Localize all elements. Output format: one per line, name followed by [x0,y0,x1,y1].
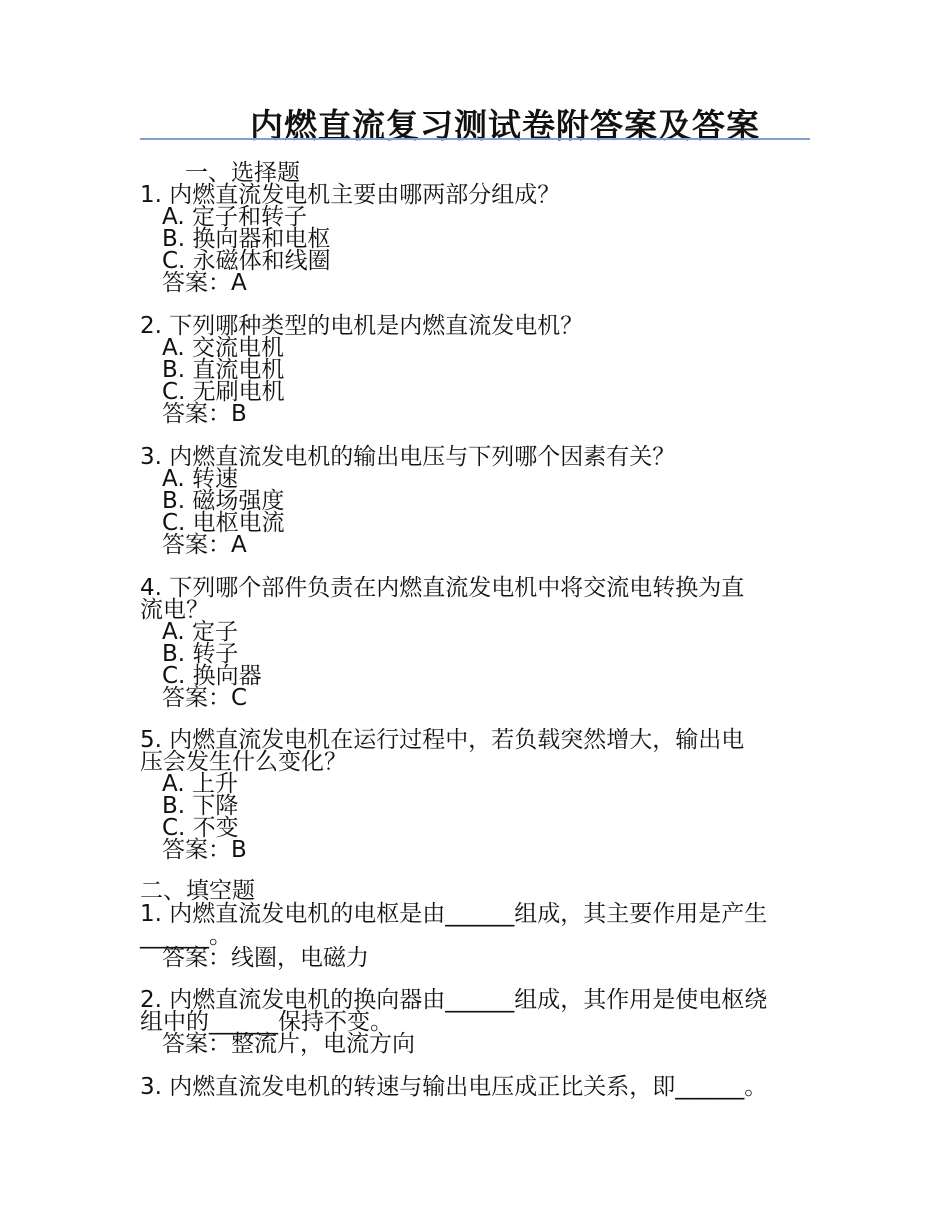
fill-1-answer: 答案：线圈，电磁力 [162,945,369,971]
question-3-option-c: C. 电枢电流 [162,510,285,536]
fill-1-line-2: ______。 [140,923,232,949]
question-1-option-a: A. 定子和转子 [162,204,307,230]
question-2-option-a: A. 交流电机 [162,335,284,361]
question-3-answer: 答案：A [162,532,247,558]
fill-2-answer: 答案：整流片，电流方向 [162,1031,415,1057]
question-4-answer: 答案：C [162,685,248,711]
question-4-option-b: B. 转子 [162,641,239,667]
question-5-answer: 答案：B [162,837,247,863]
fill-2-line-1: 2. 内燃直流发电机的换向器由______组成，其作用是使电枢绕 [140,987,768,1013]
question-2-option-b: B. 直流电机 [162,357,285,383]
question-3-option-b: B. 磁场强度 [162,488,285,514]
fill-1-line-1: 1. 内燃直流发电机的电枢是由______组成，其主要作用是产生 [140,901,768,927]
fill-3-line-1: 3. 内燃直流发电机的转速与输出电压成正比关系，即______。 [140,1074,768,1100]
question-5-stem-line-1: 5. 内燃直流发电机在运行过程中，若负载突然增大，输出电 [140,727,745,753]
question-3-option-a: A. 转速 [162,466,238,492]
section-heading-fill-in: 二、填空题 [140,878,255,904]
question-5-stem-line-2: 压会发生什么变化？ [140,749,347,775]
fill-2-line-2: 组中的______保持不变。 [140,1009,393,1035]
question-4-stem-line-2: 流电？ [140,597,209,623]
question-1-answer: 答案：A [162,270,247,296]
title-underline [140,138,810,140]
question-4-stem-line-1: 4. 下列哪个部件负责在内燃直流发电机中将交流电转换为直 [140,575,745,601]
question-4-option-a: A. 定子 [162,619,238,645]
question-1-stem: 1. 内燃直流发电机主要由哪两部分组成？ [140,182,561,208]
question-2-answer: 答案：B [162,401,247,427]
question-1-option-c: C. 永磁体和线圈 [162,248,331,274]
question-5-option-b: B. 下降 [162,793,239,819]
section-heading-choice: 一、选择题 [185,160,300,186]
question-5-option-c: C. 不变 [162,815,239,841]
question-5-option-a: A. 上升 [162,771,238,797]
question-1-option-b: B. 换向器和电枢 [162,226,331,252]
document-title: 内燃直流复习测试卷附答案及答案 [250,106,760,145]
question-4-option-c: C. 换向器 [162,663,262,689]
question-3-stem: 3. 内燃直流发电机的输出电压与下列哪个因素有关？ [140,444,676,470]
question-2-option-c: C. 无刷电机 [162,379,285,405]
question-2-stem: 2. 下列哪种类型的电机是内燃直流发电机？ [140,313,584,339]
